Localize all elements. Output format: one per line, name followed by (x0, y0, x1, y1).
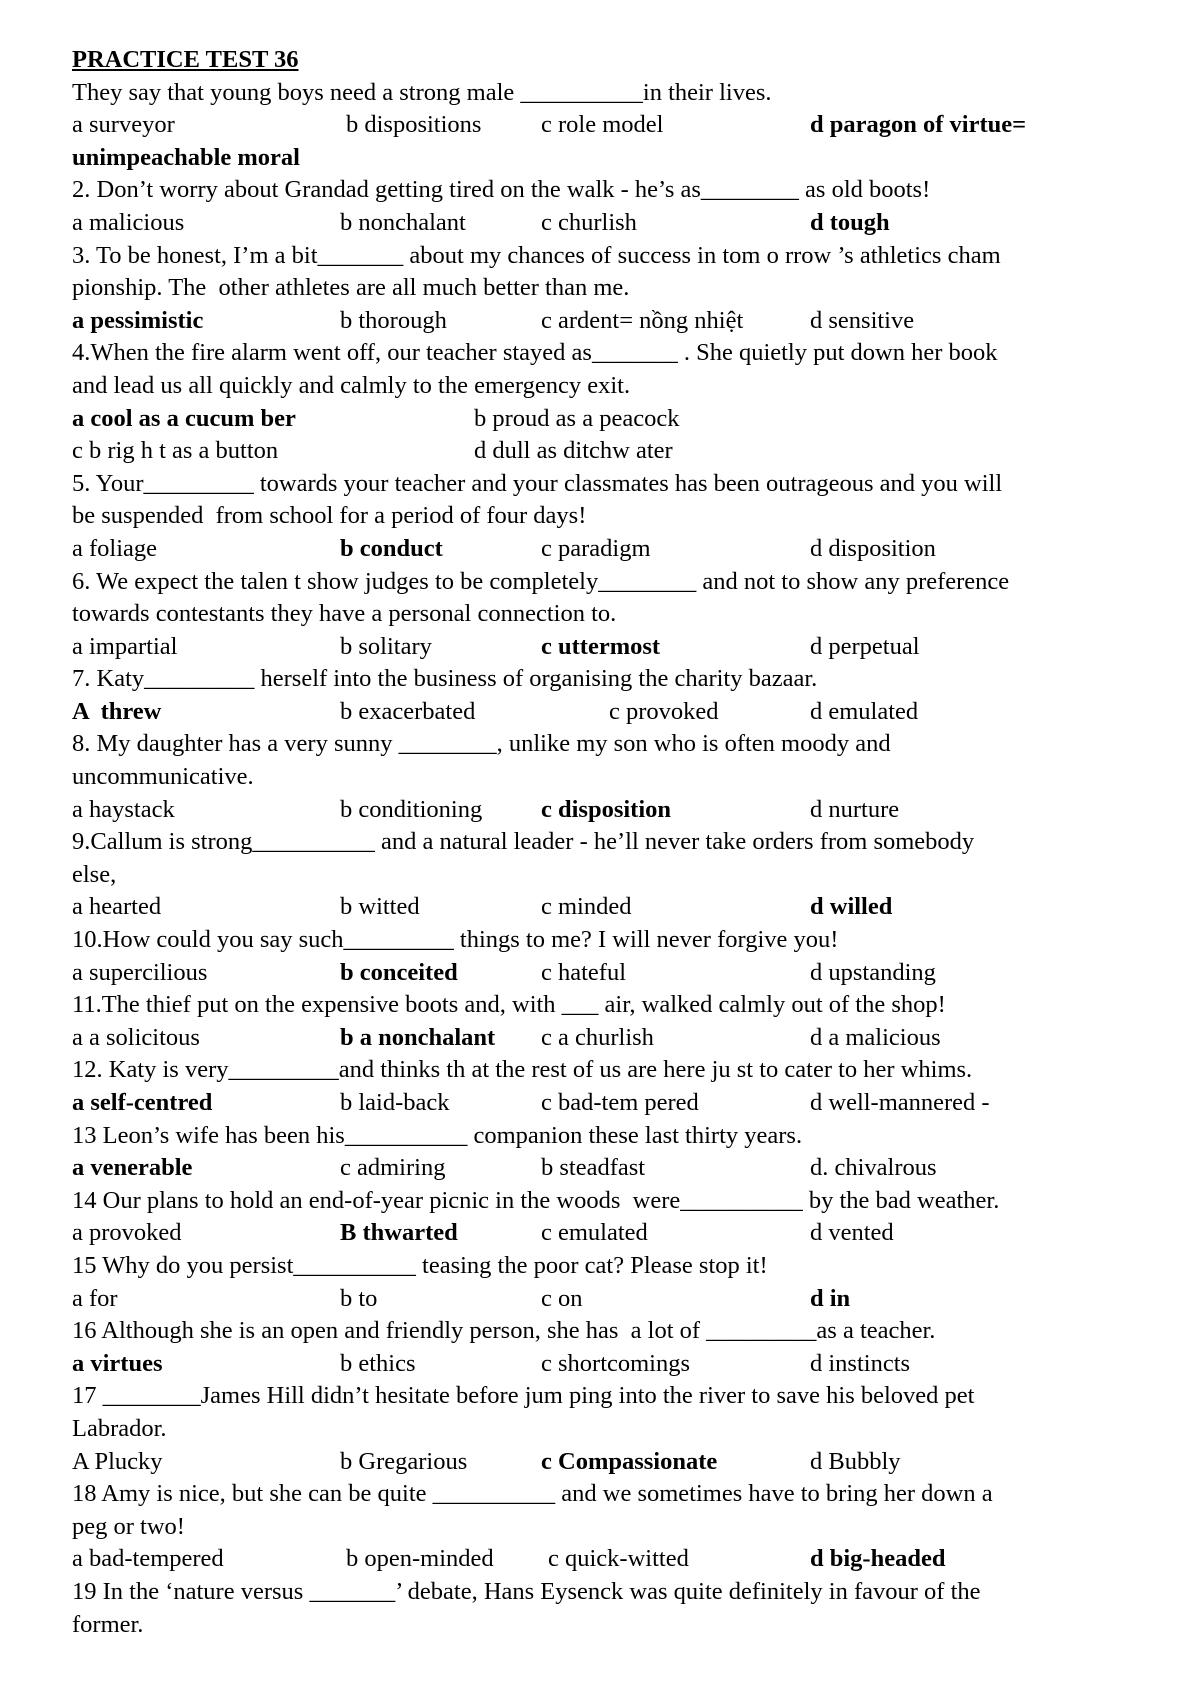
question-text-line: be suspended from school for a period of four days! (72, 502, 587, 530)
question-text-line: uncommunicative. (72, 763, 254, 791)
answer-option: c hateful (541, 958, 627, 986)
answer-option: c bad-tem pered (541, 1089, 699, 1116)
question-text-line: former. (72, 1610, 144, 1638)
answer-option-correct: a self-centred (72, 1089, 213, 1116)
answer-option: c shortcomings (541, 1349, 691, 1377)
question-text-line: 14 Our plans to hold an end-of-year picnic in the woods were__________ by the bad weather. (72, 1186, 1000, 1214)
answer-options-row (72, 403, 1172, 436)
question-block (72, 1250, 1172, 1315)
question-text-line: 12. Katy is very_________and thinks th at the rest of us are here ju st to cater to her whims. (72, 1056, 973, 1084)
question-text-line: 2. Don’t worry about Grandad getting tired on the walk - he’s as________ as old boots! (72, 176, 931, 204)
answer-option-correct: a virtues (72, 1349, 163, 1377)
question-text-line: and lead us all quickly and calmly to the emergency exit. (72, 371, 631, 399)
answer-options-row (72, 696, 1172, 729)
question-text-line: 5. Your_________ towards your teacher and your classmates has been outrageous and you will (72, 469, 1003, 497)
answer-option: b exacerbated (340, 697, 476, 725)
question-text-line: towards contestants they have a personal connection to. (72, 600, 617, 628)
answer-option-correct: d willed (810, 893, 893, 921)
answer-option-correct: d big-headed (810, 1545, 946, 1573)
answer-option: c churlish (541, 208, 637, 236)
question-text-line: peg or two! (72, 1512, 185, 1540)
answer-options-row (72, 207, 1172, 240)
question-block (72, 1380, 1172, 1478)
question-text-line: 17 ________James Hill didn’t hesitate before jum ping into the river to save his beloved pet (72, 1382, 975, 1410)
question-block (72, 1054, 1172, 1119)
answer-option: c emulated (541, 1219, 648, 1247)
question-block (72, 566, 1172, 664)
answer-option-correct: b a nonchalant (340, 1023, 496, 1051)
answer-options-row (72, 794, 1172, 827)
answer-option: a malicious (72, 208, 185, 236)
question-text-line: 10.How could you say such_________ things to me? I will never forgive you! (72, 926, 839, 954)
answer-option: b witted (340, 893, 420, 921)
question-block (72, 240, 1172, 338)
answer-option: d a malicious (810, 1023, 941, 1051)
answer-option: c provoked (609, 697, 719, 725)
question-text-line: 8. My daughter has a very sunny ________, unlike my son who is often moody and (72, 730, 891, 758)
answer-option-correct: a pessimistic (72, 306, 204, 334)
answer-options-row (72, 891, 1172, 924)
answer-option: b to (340, 1284, 378, 1312)
answer-option: d sensitive (810, 306, 915, 334)
answer-option: a provoked (72, 1219, 182, 1247)
answer-option: d dull as ditchw ater (474, 437, 673, 465)
question-block (72, 1120, 1172, 1185)
answer-option: c role model (541, 111, 664, 139)
question-text-line: 16 Although she is an open and friendly person, she has a lot of _________as a teacher. (72, 1317, 936, 1345)
answer-option: a supercilious (72, 958, 208, 986)
question-block (72, 826, 1172, 924)
answer-option: a impartial (72, 632, 178, 660)
answer-option: a hearted (72, 893, 162, 921)
answer-option: c on (541, 1284, 583, 1312)
answer-option: a surveyor (72, 111, 175, 139)
answer-option: d nurture (810, 795, 900, 823)
answer-option: a foliage (72, 534, 158, 562)
answer-options-row (72, 1543, 1172, 1576)
worksheet-page (72, 44, 1172, 1641)
answer-option: b proud as a peacock (474, 404, 680, 432)
answer-options-row (72, 305, 1172, 338)
answer-option: d disposition (810, 534, 936, 562)
answer-option-correct: c disposition (541, 795, 672, 823)
answer-options-row (72, 435, 1172, 468)
question-block (72, 663, 1172, 728)
answer-option: d vented (810, 1219, 894, 1247)
question-block (72, 468, 1172, 566)
answer-option: d emulated (810, 697, 919, 725)
answer-option: d. chivalrous (810, 1154, 937, 1182)
answer-option: d well-mannered - (810, 1089, 990, 1116)
answer-option: d perpetual (810, 632, 920, 660)
question-text-line: 6. We expect the talen t show judges to be completely________ and not to show any preference (72, 567, 1010, 595)
answer-option-correct: b conduct (340, 534, 443, 562)
answer-option: b laid-back (340, 1089, 450, 1116)
question-list (72, 77, 1172, 1642)
answer-options-row (72, 1087, 1172, 1120)
question-text-line: 3. To be honest, I’m a bit_______ about my chances of success in tom o rrow ’s athletics cham (72, 241, 1001, 269)
answer-options-row (72, 109, 1172, 142)
answer-option-correct: a venerable (72, 1154, 193, 1182)
answer-option: b ethics (340, 1349, 416, 1377)
answer-option: a for (72, 1284, 118, 1312)
question-text-line: Labrador. (72, 1414, 167, 1442)
question-block (72, 924, 1172, 989)
page-title: PRACTICE TEST 36 (72, 46, 299, 73)
question-text-line: 13 Leon’s wife has been his__________ companion these last thirty years. (72, 1121, 803, 1149)
answer-option: c minded (541, 893, 632, 921)
question-block (72, 174, 1172, 239)
answer-option-correct: d in (810, 1284, 851, 1312)
question-block (72, 728, 1172, 826)
question-text-line: 9.Callum is strong__________ and a natural leader - he’ll never take orders from somebody (72, 828, 975, 856)
question-text-line: 4.When the fire alarm went off, our teacher stayed as_______ . She quietly put down her book (72, 339, 998, 367)
question-block (72, 1315, 1172, 1380)
answer-options-row (72, 957, 1172, 990)
answer-option: a a solicitous (72, 1023, 200, 1051)
answer-options-row (72, 1283, 1172, 1316)
answer-option: c quick-witted (548, 1545, 689, 1573)
answer-option-correct: A threw (72, 697, 162, 725)
answer-option: d Bubbly (810, 1447, 901, 1475)
answer-option-correct: d tough (810, 208, 890, 236)
question-text-line: 18 Amy is nice, but she can be quite __________ and we sometimes have to bring her down a (72, 1480, 993, 1508)
answer-option: c ardent= nồng nhiệt (541, 306, 744, 334)
question-text-line: They say that young boys need a strong male __________in their lives. (72, 78, 772, 106)
question-text-line: 15 Why do you persist__________ teasing the poor cat? Please stop it! (72, 1251, 768, 1279)
question-text-line: else, (72, 860, 117, 888)
answer-option: b dispositions (346, 111, 482, 139)
answer-option: b Gregarious (340, 1447, 468, 1475)
answer-note-line: unimpeachable moral (72, 143, 300, 171)
answer-option-correct: a cool as a cucum ber (72, 404, 296, 432)
question-block (72, 1185, 1172, 1250)
answer-option-correct: B thwarted (340, 1219, 458, 1247)
question-block (72, 77, 1172, 175)
answer-option: a haystack (72, 795, 175, 823)
question-block (72, 989, 1172, 1054)
answer-options-row (72, 533, 1172, 566)
answer-options-row (72, 1152, 1172, 1185)
answer-option: b steadfast (541, 1154, 646, 1182)
answer-option: c b rig h t as a button (72, 437, 279, 465)
question-text-line: 7. Katy_________ herself into the business of organising the charity bazaar. (72, 665, 818, 693)
answer-option-correct: c Compassionate (541, 1447, 718, 1475)
answer-option: b conditioning (340, 795, 483, 823)
answer-options-row (72, 1022, 1172, 1055)
answer-option: b open-minded (346, 1545, 494, 1573)
answer-option: d upstanding (810, 958, 936, 986)
answer-option-correct: d paragon of virtue= (810, 111, 1027, 139)
answer-options-row (72, 1348, 1172, 1381)
answer-option: A Plucky (72, 1447, 163, 1475)
answer-option-correct: b conceited (340, 958, 458, 986)
answer-option: a bad-tempered (72, 1545, 224, 1573)
answer-option: b solitary (340, 632, 432, 660)
answer-options-row (72, 631, 1172, 664)
answer-option: c paradigm (541, 534, 651, 562)
answer-option-correct: c uttermost (541, 632, 661, 660)
answer-option: b thorough (340, 306, 447, 334)
question-block (72, 1478, 1172, 1576)
question-text-line: pionship. The other athletes are all much better than me. (72, 274, 630, 302)
answer-option: c a churlish (541, 1023, 654, 1051)
answer-option: d instincts (810, 1349, 911, 1377)
question-text-line: 19 In the ‘nature versus _______’ debate, Hans Eysenck was quite definitely in favour of the (72, 1577, 981, 1605)
answer-options-row (72, 1217, 1172, 1250)
answer-option: b nonchalant (340, 208, 466, 236)
question-text-line: 11.The thief put on the expensive boots and, with ___ air, walked calmly out of the shop! (72, 991, 946, 1019)
answer-options-row (72, 1446, 1172, 1479)
question-block (72, 337, 1172, 467)
answer-option: c admiring (340, 1154, 446, 1182)
question-block (72, 1576, 1172, 1641)
